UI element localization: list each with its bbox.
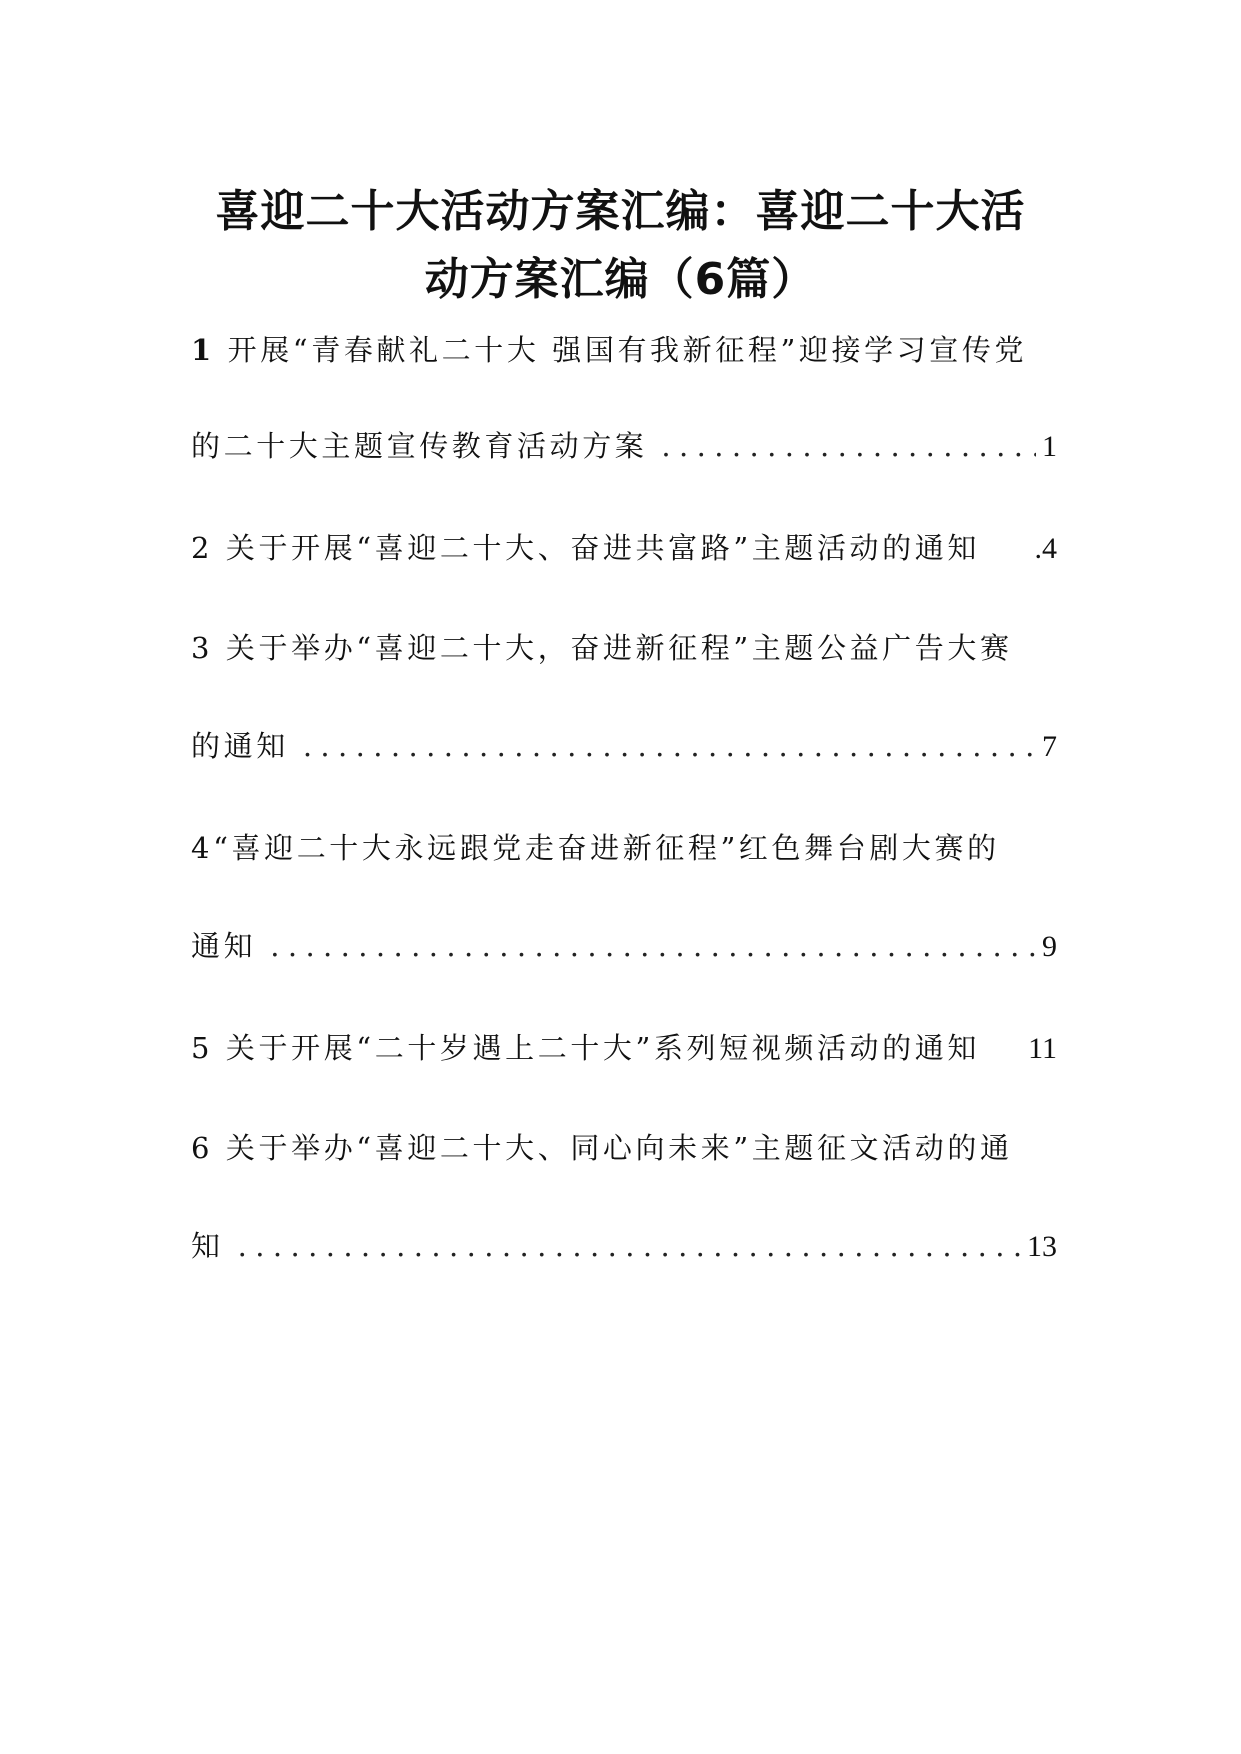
dot-leader: [270, 924, 1036, 968]
toc-entry-number: 3: [191, 631, 214, 665]
dot-leader: [303, 724, 1036, 768]
toc-entry-3-line-1[interactable]: [191, 626, 1057, 670]
document-title: [150, 178, 1091, 314]
toc-entry-2[interactable]: [191, 526, 1057, 570]
toc-entry-title-cont: 的二十大主题宣传教育活动方案: [191, 429, 648, 463]
toc-page-number: 11: [1028, 1032, 1057, 1065]
toc-entry-number: 6: [191, 1131, 214, 1165]
toc-entry-title: 关于开展“喜迎二十大、奋进共富路”主题活动的通知: [225, 531, 980, 565]
toc-entry-5[interactable]: [191, 1026, 1057, 1070]
toc-entry-title: 关于举办“喜迎二十大、同心向未来”主题征文活动的通: [225, 1131, 1013, 1165]
toc-page-number: 1: [1042, 430, 1057, 463]
title-line-2: 动方案汇编（6篇）: [424, 254, 817, 305]
toc-entry-title-cont: 通知: [191, 929, 257, 963]
toc-entry-number: 5: [191, 1031, 214, 1065]
toc-entry-1-line-1[interactable]: [191, 328, 1057, 372]
toc-entry-4-line-1[interactable]: [191, 826, 1057, 870]
title-line-1: 喜迎二十大活动方案汇编：喜迎二十大活: [215, 186, 1026, 237]
toc-entry-4-line-2[interactable]: [191, 924, 1057, 968]
dot-leader: [238, 1224, 1021, 1268]
toc-page-number: .4: [1034, 532, 1057, 565]
toc-entry-6-line-1[interactable]: [191, 1126, 1057, 1170]
toc-entry-title-cont: 知: [191, 1229, 224, 1263]
toc-page-number: 9: [1042, 930, 1057, 963]
toc-entry-3-line-2[interactable]: [191, 724, 1057, 768]
toc-entry-6-line-2[interactable]: [191, 1224, 1057, 1268]
toc-entry-title: “喜迎二十大永远跟党走奋进新征程”红色舞台剧大赛的: [213, 831, 1000, 865]
toc-entry-number: 2: [191, 531, 214, 565]
toc-entry-number: 4: [191, 831, 214, 865]
toc-entry-title: 开展“青春献礼二十大 强国有我新征程”迎接学习宣传党: [227, 333, 1028, 367]
toc-entry-1-line-2[interactable]: [191, 424, 1057, 468]
toc-entry-title: 关于开展“二十岁遇上二十大”系列短视频活动的通知: [225, 1031, 980, 1065]
toc-page-number: 13: [1027, 1230, 1057, 1263]
toc-entry-title-cont: 的通知: [191, 729, 289, 763]
dot-leader: [661, 424, 1036, 468]
toc-entry-number: 1: [191, 333, 215, 367]
toc-page-number: 7: [1042, 730, 1057, 763]
toc-entry-title: 关于举办“喜迎二十大，奋进新征程”主题公益广告大赛: [225, 631, 1013, 665]
